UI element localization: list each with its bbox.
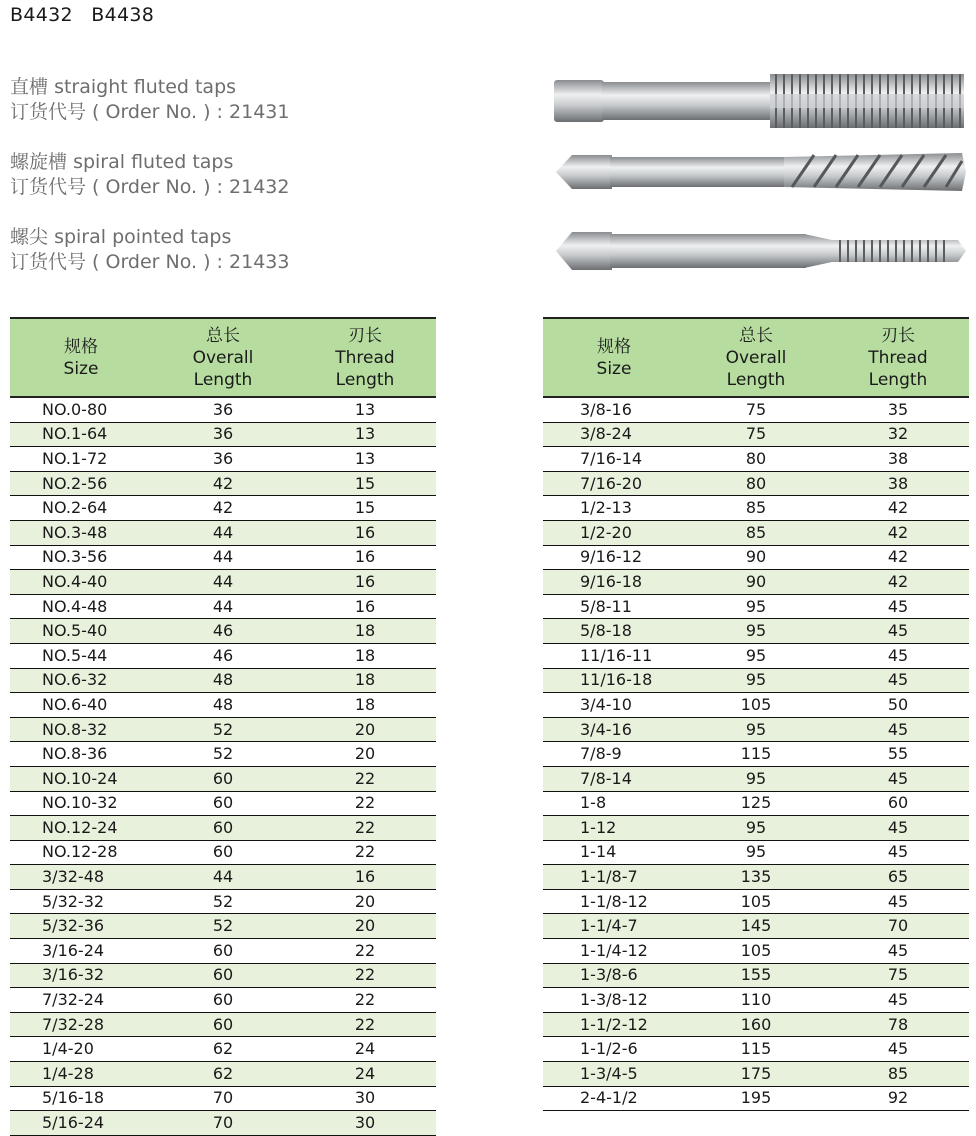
- thread-length-cell: 45: [827, 816, 969, 841]
- overall-length-cell: 80: [685, 447, 827, 472]
- table-row: [10, 742, 436, 767]
- size-cell: 7/32-24: [10, 988, 152, 1013]
- size-cell: 1-1/8-12: [543, 889, 685, 914]
- size-cell: NO.5-40: [10, 619, 152, 644]
- size-cell: NO.3-48: [10, 520, 152, 545]
- thread-length-cell: 92: [827, 1086, 969, 1111]
- size-cell: 3/16-24: [10, 939, 152, 964]
- product-spiral-pointed: [10, 225, 289, 275]
- overall-length-cell: 62: [152, 1062, 294, 1087]
- size-cell: 7/16-20: [543, 471, 685, 496]
- straight-fluted-tap-image: [552, 70, 968, 132]
- size-cell: NO.8-36: [10, 742, 152, 767]
- code-2: B4438: [91, 4, 155, 26]
- size-cell: NO.8-32: [10, 717, 152, 742]
- overall-length-cell: 195: [685, 1086, 827, 1111]
- size-cell: 7/8-14: [543, 766, 685, 791]
- overall-length-cell: 70: [152, 1086, 294, 1111]
- table-row: [543, 963, 969, 988]
- thread-length-cell: 15: [294, 471, 436, 496]
- thread-length-cell: 16: [294, 545, 436, 570]
- thread-length-cell: 16: [294, 520, 436, 545]
- order-number: 21431: [229, 101, 290, 123]
- overall-length-cell: 75: [685, 397, 827, 422]
- table-row: [543, 816, 969, 841]
- size-cell: 3/8-16: [543, 397, 685, 422]
- overall-length-cell: 175: [685, 1062, 827, 1087]
- size-cell: NO.10-32: [10, 791, 152, 816]
- overall-length-cell: 48: [152, 693, 294, 718]
- thread-length-cell: 50: [827, 693, 969, 718]
- table-row: [10, 939, 436, 964]
- table-row: [10, 397, 436, 422]
- size-cell: 1/2-20: [543, 520, 685, 545]
- thread-length-cell: 65: [827, 865, 969, 890]
- size-cell: 1-3/4-5: [543, 1062, 685, 1087]
- table-row: [543, 643, 969, 668]
- overall-length-cell: 85: [685, 520, 827, 545]
- thread-length-cell: 15: [294, 496, 436, 521]
- product-spiral-fluted: [10, 150, 289, 200]
- table-row: [10, 988, 436, 1013]
- size-cell: 9/16-18: [543, 570, 685, 595]
- thread-length-cell: 45: [827, 939, 969, 964]
- overall-length-cell: 60: [152, 816, 294, 841]
- overall-length-cell: 95: [685, 717, 827, 742]
- thread-length-cell: 30: [294, 1086, 436, 1111]
- size-cell: 1-1/2-6: [543, 1037, 685, 1062]
- thread-length-cell: 22: [294, 963, 436, 988]
- header-thread-length: 刃长 Thread Length: [294, 318, 436, 397]
- table-row: [543, 865, 969, 890]
- thread-length-cell: 22: [294, 816, 436, 841]
- size-cell: NO.1-64: [10, 422, 152, 447]
- overall-length-cell: 90: [685, 545, 827, 570]
- overall-length-cell: 36: [152, 447, 294, 472]
- overall-length-cell: 60: [152, 988, 294, 1013]
- thread-length-cell: 45: [827, 766, 969, 791]
- table-row: [543, 889, 969, 914]
- thread-length-cell: 18: [294, 619, 436, 644]
- thread-length-cell: 35: [827, 397, 969, 422]
- thread-length-cell: 16: [294, 570, 436, 595]
- size-cell: 5/8-18: [543, 619, 685, 644]
- size-cell: 5/16-24: [10, 1111, 152, 1136]
- table-row: [10, 643, 436, 668]
- table-row: [10, 693, 436, 718]
- size-cell: 3/32-48: [10, 865, 152, 890]
- thread-length-cell: 22: [294, 988, 436, 1013]
- table-row: [10, 619, 436, 644]
- overall-length-cell: 95: [685, 816, 827, 841]
- header-thread-length: 刃长 Thread Length: [827, 318, 969, 397]
- table-row: [10, 471, 436, 496]
- product-name-cn: 直槽: [10, 76, 49, 98]
- thread-length-cell: 45: [827, 619, 969, 644]
- thread-length-cell: 20: [294, 889, 436, 914]
- product-name-en: straight fluted taps: [54, 76, 237, 98]
- thread-length-cell: 20: [294, 742, 436, 767]
- table-row: [10, 520, 436, 545]
- header-size: 规格 Size: [543, 318, 685, 397]
- thread-length-cell: 22: [294, 791, 436, 816]
- size-cell: 5/16-18: [10, 1086, 152, 1111]
- table-row: [543, 397, 969, 422]
- thread-length-cell: 42: [827, 520, 969, 545]
- thread-length-cell: 70: [827, 914, 969, 939]
- size-cell: 5/32-32: [10, 889, 152, 914]
- overall-length-cell: 52: [152, 717, 294, 742]
- table-row: [543, 1086, 969, 1111]
- overall-length-cell: 155: [685, 963, 827, 988]
- thread-length-cell: 45: [827, 717, 969, 742]
- overall-length-cell: 90: [685, 570, 827, 595]
- overall-length-cell: 85: [685, 496, 827, 521]
- thread-length-cell: 45: [827, 988, 969, 1013]
- table-row: [543, 914, 969, 939]
- overall-length-cell: 115: [685, 742, 827, 767]
- overall-length-cell: 44: [152, 545, 294, 570]
- size-cell: 1-12: [543, 816, 685, 841]
- table-row: [10, 545, 436, 570]
- size-cell: 1-14: [543, 840, 685, 865]
- table-row: [10, 816, 436, 841]
- size-cell: NO.12-24: [10, 816, 152, 841]
- overall-length-cell: 95: [685, 668, 827, 693]
- table-row: [543, 496, 969, 521]
- overall-length-cell: 60: [152, 963, 294, 988]
- table-row: [10, 914, 436, 939]
- size-table-right: [543, 317, 969, 1111]
- table-row: [10, 668, 436, 693]
- product-name-en: spiral fluted taps: [73, 151, 234, 173]
- spiral-fluted-tap-image: [552, 147, 968, 197]
- product-straight-fluted: [10, 75, 289, 125]
- overall-length-cell: 36: [152, 397, 294, 422]
- table-row: [543, 791, 969, 816]
- thread-length-cell: 18: [294, 693, 436, 718]
- overall-length-cell: 42: [152, 471, 294, 496]
- overall-length-cell: 105: [685, 939, 827, 964]
- size-cell: 1-3/8-6: [543, 963, 685, 988]
- size-cell: 3/16-32: [10, 963, 152, 988]
- thread-length-cell: 20: [294, 717, 436, 742]
- thread-length-cell: 85: [827, 1062, 969, 1087]
- overall-length-cell: 110: [685, 988, 827, 1013]
- thread-length-cell: 42: [827, 545, 969, 570]
- thread-length-cell: 45: [827, 889, 969, 914]
- thread-length-cell: 13: [294, 397, 436, 422]
- table-row: [543, 717, 969, 742]
- overall-length-cell: 60: [152, 791, 294, 816]
- overall-length-cell: 44: [152, 865, 294, 890]
- overall-length-cell: 48: [152, 668, 294, 693]
- overall-length-cell: 62: [152, 1037, 294, 1062]
- thread-length-cell: 45: [827, 1037, 969, 1062]
- thread-length-cell: 18: [294, 643, 436, 668]
- thread-length-cell: 45: [827, 594, 969, 619]
- thread-length-cell: 38: [827, 471, 969, 496]
- table-row: [10, 717, 436, 742]
- overall-length-cell: 135: [685, 865, 827, 890]
- header-overall-length: 总长 Overall Length: [685, 318, 827, 397]
- thread-length-cell: 20: [294, 914, 436, 939]
- overall-length-cell: 46: [152, 619, 294, 644]
- table-row: [10, 447, 436, 472]
- overall-length-cell: 52: [152, 889, 294, 914]
- thread-length-cell: 22: [294, 939, 436, 964]
- thread-length-cell: 22: [294, 766, 436, 791]
- table-row: [543, 619, 969, 644]
- thread-length-cell: 16: [294, 865, 436, 890]
- size-cell: 1-1/2-12: [543, 1012, 685, 1037]
- overall-length-cell: 95: [685, 594, 827, 619]
- thread-length-cell: 60: [827, 791, 969, 816]
- size-cell: 1-8: [543, 791, 685, 816]
- size-cell: 7/8-9: [543, 742, 685, 767]
- overall-length-cell: 60: [152, 1012, 294, 1037]
- table-row: [10, 963, 436, 988]
- size-cell: 2-4-1/2: [543, 1086, 685, 1111]
- overall-length-cell: 52: [152, 742, 294, 767]
- overall-length-cell: 70: [152, 1111, 294, 1136]
- size-cell: 3/4-10: [543, 693, 685, 718]
- overall-length-cell: 75: [685, 422, 827, 447]
- overall-length-cell: 80: [685, 471, 827, 496]
- size-cell: 1-1/4-12: [543, 939, 685, 964]
- thread-length-cell: 13: [294, 447, 436, 472]
- size-cell: NO.2-64: [10, 496, 152, 521]
- overall-length-cell: 44: [152, 594, 294, 619]
- thread-length-cell: 22: [294, 1012, 436, 1037]
- size-cell: 7/32-28: [10, 1012, 152, 1037]
- overall-length-cell: 60: [152, 840, 294, 865]
- header-overall-length: 总长 Overall Length: [152, 318, 294, 397]
- thread-length-cell: 42: [827, 570, 969, 595]
- table-row: [543, 1062, 969, 1087]
- table-row: [543, 668, 969, 693]
- size-cell: 1/4-28: [10, 1062, 152, 1087]
- table-row: [10, 766, 436, 791]
- thread-length-cell: 16: [294, 594, 436, 619]
- table-row: [543, 545, 969, 570]
- table-row: [10, 889, 436, 914]
- product-name-en: spiral pointed taps: [54, 226, 232, 248]
- code-1: B4432: [10, 4, 73, 26]
- overall-length-cell: 60: [152, 939, 294, 964]
- overall-length-cell: 95: [685, 766, 827, 791]
- overall-length-cell: 95: [685, 840, 827, 865]
- size-cell: 5/8-11: [543, 594, 685, 619]
- table-row: [543, 1012, 969, 1037]
- table-row: [10, 791, 436, 816]
- overall-length-cell: 42: [152, 496, 294, 521]
- overall-length-cell: 44: [152, 570, 294, 595]
- overall-length-cell: 105: [685, 889, 827, 914]
- table-row: [543, 422, 969, 447]
- thread-length-cell: 13: [294, 422, 436, 447]
- size-cell: NO.3-56: [10, 545, 152, 570]
- table-row: [10, 594, 436, 619]
- overall-length-cell: 95: [685, 643, 827, 668]
- thread-length-cell: 42: [827, 496, 969, 521]
- overall-length-cell: 125: [685, 791, 827, 816]
- table-row: [10, 1037, 436, 1062]
- order-label: 订货代号 ( Order No. ) :: [10, 251, 223, 273]
- size-cell: 3/8-24: [543, 422, 685, 447]
- table-row: [543, 840, 969, 865]
- table-row: [543, 447, 969, 472]
- thread-length-cell: 32: [827, 422, 969, 447]
- overall-length-cell: 105: [685, 693, 827, 718]
- size-cell: NO.12-28: [10, 840, 152, 865]
- thread-length-cell: 38: [827, 447, 969, 472]
- overall-length-cell: 95: [685, 619, 827, 644]
- table-row: [10, 570, 436, 595]
- table-row: [543, 988, 969, 1013]
- table-row: [543, 594, 969, 619]
- table-row: [10, 1012, 436, 1037]
- size-cell: 9/16-12: [543, 545, 685, 570]
- size-cell: 3/4-16: [543, 717, 685, 742]
- table-row: [10, 1086, 436, 1111]
- product-name-cn: 螺旋槽: [10, 151, 68, 173]
- table-row: [543, 742, 969, 767]
- table-row: [543, 766, 969, 791]
- order-label: 订货代号 ( Order No. ) :: [10, 176, 223, 198]
- table-row: [543, 939, 969, 964]
- spiral-pointed-tap-image: [552, 224, 968, 278]
- size-cell: 7/16-14: [543, 447, 685, 472]
- size-cell: NO.1-72: [10, 447, 152, 472]
- thread-length-cell: 45: [827, 840, 969, 865]
- size-cell: NO.6-40: [10, 693, 152, 718]
- size-cell: NO.0-80: [10, 397, 152, 422]
- table-row: [543, 1037, 969, 1062]
- thread-length-cell: 24: [294, 1062, 436, 1087]
- thread-length-cell: 18: [294, 668, 436, 693]
- size-cell: 1-1/4-7: [543, 914, 685, 939]
- table-row: [10, 840, 436, 865]
- table-row: [10, 865, 436, 890]
- size-cell: 1-1/8-7: [543, 865, 685, 890]
- size-cell: NO.2-56: [10, 471, 152, 496]
- overall-length-cell: 145: [685, 914, 827, 939]
- thread-length-cell: 22: [294, 840, 436, 865]
- table-row: [10, 1062, 436, 1087]
- table-row: [10, 1111, 436, 1136]
- thread-length-cell: 45: [827, 668, 969, 693]
- size-cell: 1-3/8-12: [543, 988, 685, 1013]
- size-cell: NO.5-44: [10, 643, 152, 668]
- size-cell: 11/16-18: [543, 668, 685, 693]
- thread-length-cell: 55: [827, 742, 969, 767]
- table-row: [10, 496, 436, 521]
- size-cell: 1/2-13: [543, 496, 685, 521]
- thread-length-cell: 24: [294, 1037, 436, 1062]
- thread-length-cell: 30: [294, 1111, 436, 1136]
- product-name-cn: 螺尖: [10, 226, 49, 248]
- table-row: [543, 471, 969, 496]
- overall-length-cell: 115: [685, 1037, 827, 1062]
- overall-length-cell: 52: [152, 914, 294, 939]
- thread-length-cell: 78: [827, 1012, 969, 1037]
- table-row: [543, 693, 969, 718]
- overall-length-cell: 60: [152, 766, 294, 791]
- thread-length-cell: 75: [827, 963, 969, 988]
- size-table-left: [10, 317, 436, 1136]
- size-cell: 1/4-20: [10, 1037, 152, 1062]
- order-number: 21432: [229, 176, 290, 198]
- overall-length-cell: 160: [685, 1012, 827, 1037]
- table-row: [543, 570, 969, 595]
- size-cell: 11/16-11: [543, 643, 685, 668]
- size-cell: NO.6-32: [10, 668, 152, 693]
- size-cell: NO.4-40: [10, 570, 152, 595]
- thread-length-cell: 45: [827, 643, 969, 668]
- size-cell: NO.4-48: [10, 594, 152, 619]
- order-label: 订货代号 ( Order No. ) :: [10, 101, 223, 123]
- overall-length-cell: 46: [152, 643, 294, 668]
- size-cell: 5/32-36: [10, 914, 152, 939]
- header-size: 规格 Size: [10, 318, 152, 397]
- overall-length-cell: 36: [152, 422, 294, 447]
- product-codes: [10, 4, 166, 26]
- table-row: [10, 422, 436, 447]
- table-row: [543, 520, 969, 545]
- overall-length-cell: 44: [152, 520, 294, 545]
- order-number: 21433: [229, 251, 290, 273]
- size-cell: NO.10-24: [10, 766, 152, 791]
